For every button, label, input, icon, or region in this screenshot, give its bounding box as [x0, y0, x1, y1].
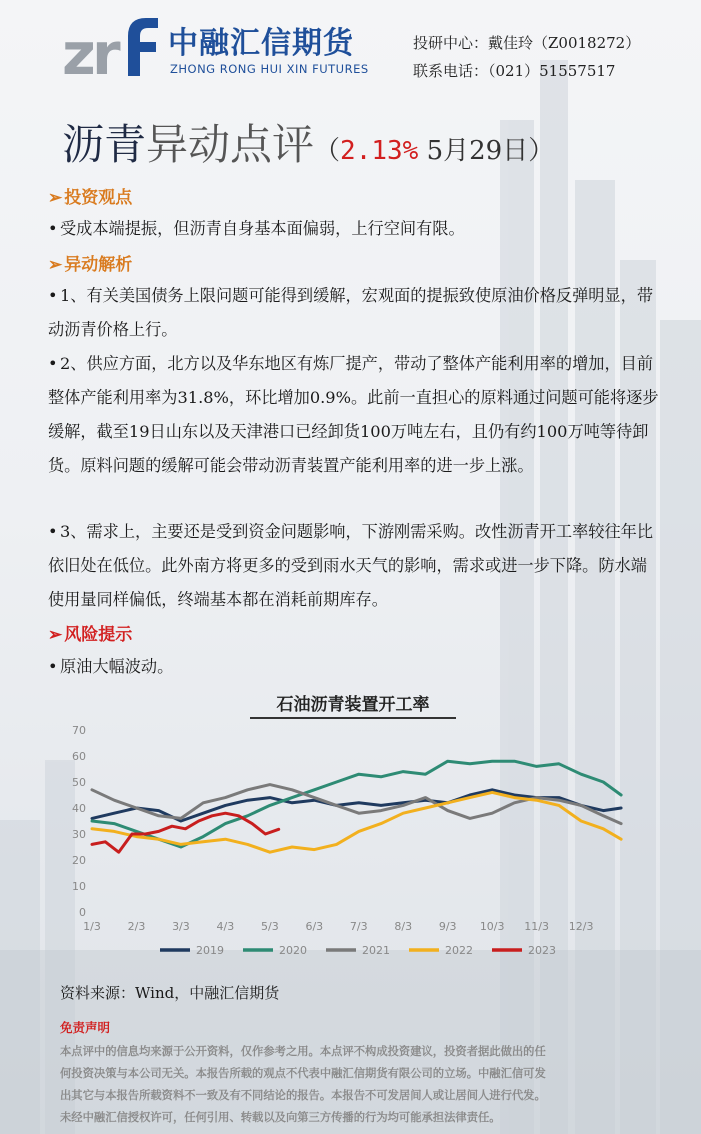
y-tick-label: 0 [79, 906, 86, 919]
x-tick-label: 12/3 [568, 920, 594, 933]
x-tick-label: 5/3 [260, 920, 279, 933]
bullet-icon: • [48, 286, 58, 305]
disclaimer-line: 何投资决策与本公司无关。本报告所载的观点不代表中融汇信期货有限公司的立场。中融汇信可发 [60, 1067, 546, 1080]
bullet-icon: • [48, 522, 58, 541]
contact-phone: 联系电话：（021）51557517 [413, 62, 616, 80]
title-paren-open: （ [314, 136, 341, 166]
arrow-right-icon: ➢ [48, 255, 63, 275]
arrow-right-icon: ➢ [48, 188, 63, 208]
x-tick-label: 2/3 [127, 920, 146, 933]
y-tick-label: 40 [72, 802, 86, 815]
chart-line-plot [60, 720, 640, 970]
data-source: 资料来源：Wind，中融汇信期货 [60, 984, 280, 1002]
x-tick-label: 9/3 [438, 920, 457, 933]
analysis-paragraph-1: • 1、有关美国债务上限问题可能得到缓解，宏观面的提振致使原油价格反弹明显，带动沥青价格上行。 [48, 279, 660, 347]
x-tick-label: 7/3 [349, 920, 368, 933]
arrow-right-icon: ➢ [48, 625, 63, 645]
y-tick-label: 70 [72, 724, 86, 737]
y-tick-label: 10 [72, 880, 86, 893]
x-tick-label: 8/3 [394, 920, 413, 933]
x-tick-label: 10/3 [479, 920, 505, 933]
logo-english-name: ZHONG RONG HUI XIN FUTURES [170, 62, 369, 76]
contact-researcher: 投研中心：戴佳玲（Z0018272） [413, 34, 641, 52]
x-tick-label: 6/3 [305, 920, 324, 933]
bullet-icon: • [48, 354, 58, 373]
title-date: 5月29日） [418, 136, 555, 166]
logo-chinese-name: 中融汇信期货 [168, 26, 354, 61]
risk-paragraph: • 原油大幅波动。 [48, 650, 660, 684]
y-tick-label: 60 [72, 750, 86, 763]
disclaimer-line: 未经中融汇信授权许可，任何引用、转载以及向第三方传播的行为均可能承担法律责任。 [60, 1111, 501, 1124]
legend-label-2022: 2022 [445, 944, 473, 957]
x-tick-label: 4/3 [216, 920, 235, 933]
section-heading-risk: ➢ 风险提示 [48, 625, 133, 645]
legend-label-2020: 2020 [279, 944, 307, 957]
title-commodity: 沥青 [62, 120, 147, 169]
analysis-paragraph-3: • 3、需求上，主要还是受到资金问题影响，下游刚需采购。改性沥青开工率较往年比依旧处在低位。此外南方将更多的受到雨水天气的影响，需求或进一步下降。防水端使用量同样偏低，终端基本都在消耗前期库存。 [48, 515, 660, 617]
company-logo [62, 14, 162, 80]
disclaimer-line: 出其它与本报告所载资料不一致及有不同结论的报告。本报告不可发居间人或让居间人进行代发。 [60, 1089, 546, 1102]
bullet-icon: • [48, 657, 58, 676]
y-tick-label: 20 [72, 854, 86, 867]
disclaimer-line: 本点评中的信息均来源于公开资料，仅作参考之用。本点评不构成投资建议，投资者据此做出的任 [60, 1045, 546, 1058]
series-line-2022 [92, 792, 621, 852]
analysis-paragraph-2: • 2、供应方面，北方以及华东地区有炼厂提产，带动了整体产能利用率的增加，目前整体产能利用率为31.8%，环比增加0.9%。此前一直担心的原料通过问题可能将逐步缓解，截至19日山东以及天津港口已经卸货100万吨左右，且仍有约100万吨等待卸货。原料问题的缓解可能会带动沥青装置产能利用率的进一步上涨。 [48, 347, 660, 483]
legend-label-2023: 2023 [528, 944, 556, 957]
title-subject: 异动点评 [146, 120, 315, 169]
page-title [62, 112, 554, 172]
section-heading-analysis: ➢ 异动解析 [48, 255, 133, 275]
legend-label-2019: 2019 [196, 944, 224, 957]
y-tick-label: 30 [72, 828, 86, 841]
title-change-percent: 2.13% [340, 136, 419, 166]
bullet-icon: • [48, 219, 58, 238]
view-paragraph: • 受成本端提振，但沥青自身基本面偏弱，上行空间有限。 [48, 212, 660, 246]
chart-title: 石油沥青装置开工率 [250, 690, 456, 719]
x-tick-label: 1/3 [83, 920, 101, 933]
x-tick-label: 3/3 [172, 920, 190, 933]
disclaimer-title: 免责声明 [60, 1020, 111, 1035]
legend-label-2021: 2021 [362, 944, 390, 957]
y-tick-label: 50 [72, 776, 86, 789]
disclaimer-body [60, 1041, 650, 1129]
section-heading-view: ➢ 投资观点 [48, 188, 133, 208]
svg-text:r: r [92, 20, 121, 80]
svg-text:z: z [62, 20, 96, 80]
x-tick-label: 11/3 [524, 920, 549, 933]
